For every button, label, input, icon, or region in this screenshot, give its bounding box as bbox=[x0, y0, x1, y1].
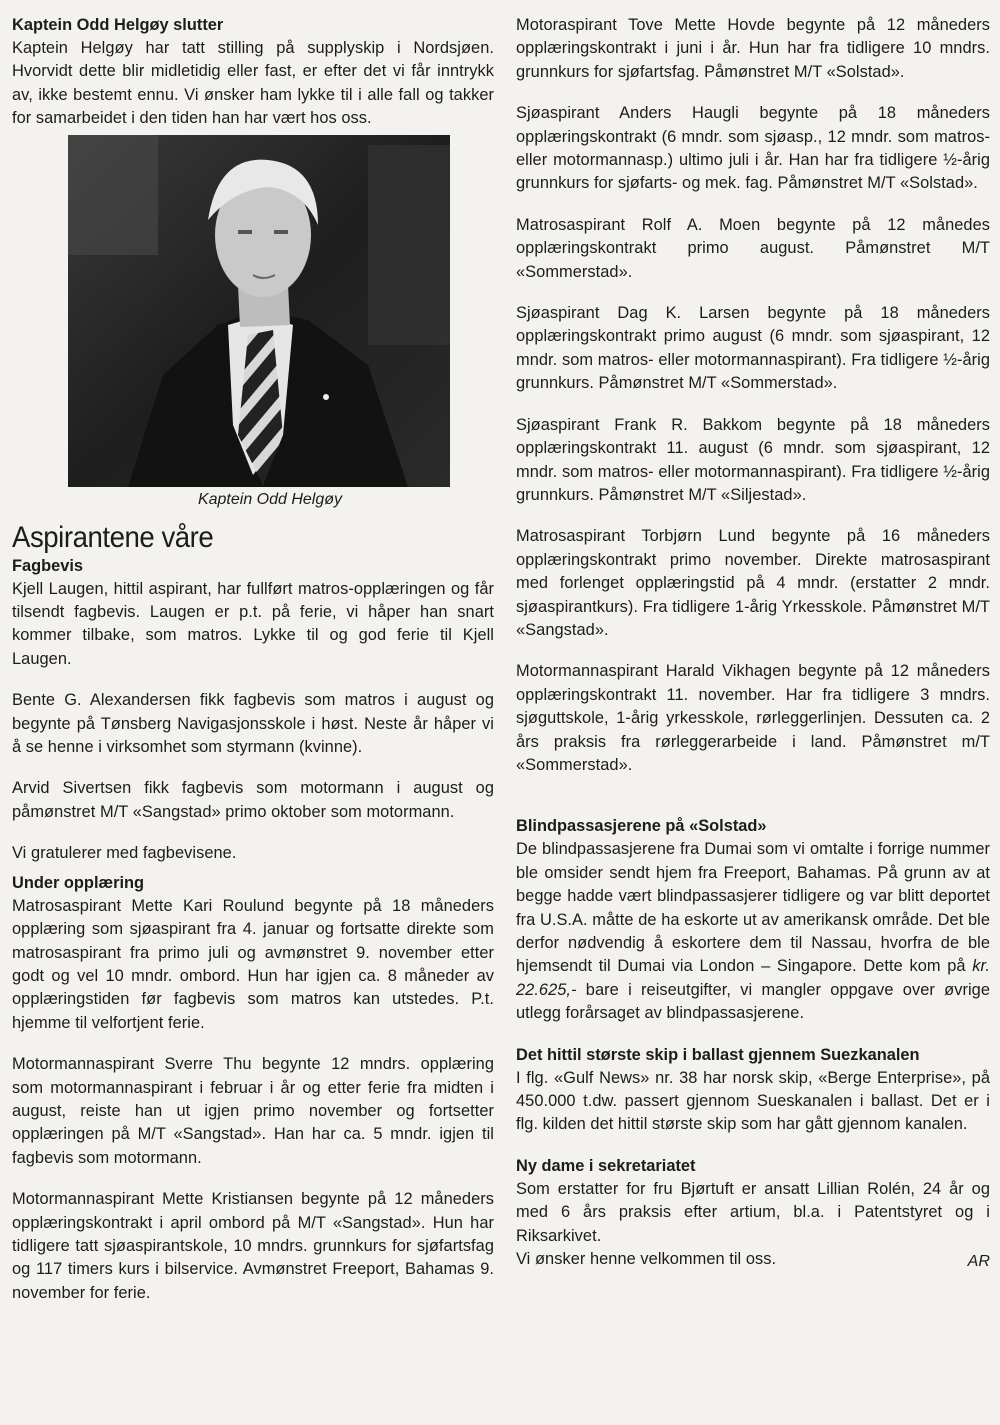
right-paragraph-1: Motoraspirant Tove Mette Hovde begynte på 12 måneders opplæringskontrakt i juni i år. Hun har fra tidligere 10 mndrs. grunnkurs for sjøfartsfag. Påmønstret M/T «Solstad». bbox=[516, 16, 990, 81]
dame-closing bbox=[516, 1248, 990, 1271]
photo-caption: Kaptein Odd Helgøy bbox=[197, 490, 343, 508]
blind-text-a: De blindpassasjerene fra Dumai som vi omtalte i forrige nummer ble omsider sendt hjem fra Freeport, Bahamas. På grunn av at begge hadde vært blindpassasjerer tidligere og var blitt deportet fra U.S.A. måtte de ha eskorte ut av amerikansk område. Det ble derfor nødvendig å eskortere dem til Nassau, hvorfra de ble hjemsendt til Dumai via London – Singapore. Dette kom på bbox=[516, 840, 990, 976]
fagbevis-paragraph-4: Vi gratulerer med fagbevisene. bbox=[12, 844, 237, 863]
blind-text-b: bare i reiseutgifter, vi mangler oppgave over øvrige utlegg forårsaget av blindpassasjerene. bbox=[516, 980, 990, 1023]
opplaering-heading: Under opplæring bbox=[12, 873, 145, 892]
opplaering-paragraph-3: Motormannaspirant Mette Kristiansen begynte på 12 måneders opplæringskontrakt i april ombord på M/T «Sangstad». Hun har tidligere tatt sjøaspirantskole, 10 mndrs. grunnkurs for sjøfartsfag og 117 timers kurs i bilservice. Avmønstret Freeport, Bahamas 9. november for ferie. bbox=[12, 1190, 494, 1302]
dame-heading: Ny dame i sekretariatet bbox=[516, 1156, 696, 1175]
blind-amount: kr. 22.625,- bbox=[516, 957, 990, 999]
right-paragraph-5: Sjøaspirant Frank R. Bakkom begynte på 18 måneders opplæringskontrakt 11. august (6 mndr. som sjøaspirant, 12 mndr. som matros- eller motormannaspirant). Fra tidligere ½-årig grunnkurs. Påmønstret M/T «Siljestad». bbox=[516, 415, 990, 504]
right-paragraph-7: Motormannaspirant Harald Vikhagen begynte på 12 måneders opplæringskontrakt 11. november. Har fra tidligere 3 mndrs. sjøguttskole, 1-årig yrkesskole, rørleggerlinjen. Dessuten ca. 2 års praksis fra rørleggerarbeide i land. Påmønstret m/T «Sommerstad». bbox=[516, 662, 990, 774]
dame-closing-text: Vi ønsker henne velkommen til oss. bbox=[516, 1250, 777, 1269]
right-paragraph-4: Sjøaspirant Dag K. Larsen begynte på 18 måneders opplæringskontrakt primo august (6 mndr. som sjøaspirant, 12 mndr. som matros- eller motormannaspirant). Fra tidligere ½-årig grunnkurs. Påmønstret M/T «Sommerstad». bbox=[516, 304, 990, 393]
right-paragraph-6: Matrosaspirant Torbjørn Lund begynte på 16 måneders opplæringskontrakt primo november. Direkte matrosaspirant med forlenget opplæringstid på 4 mndr. (erstatter 2 mndr. sjøaspirantkurs). Fra tidligere 1-årig Yrkesskole. Påmønstret M/T «Sangstad». bbox=[516, 527, 990, 639]
right-paragraph-2: Sjøaspirant Anders Haugli begynte på 18 måneders opplæringskontrakt (6 mndr. som sjøasp., 12 mndr. som matros- eller motormannasp.) ultimo juli i år. Han har fra tidligere ½-årig grunnkurs for sjøfarts- og mek. fag. Påmønstret M/T «Solstad». bbox=[516, 104, 990, 193]
section-title: Aspirantene våre bbox=[12, 520, 214, 554]
fagbevis-paragraph-1: Kjell Laugen, hittil aspirant, har fullført matros-opplæringen og får tilsendt fagbevis. Laugen er p.t. på ferie, vi håper han snart kommer tilbake, som matros. Lykke til og god ferie til Kjell Laugen. bbox=[12, 579, 494, 668]
suez-heading: Det hittil største skip i ballast gjennem Suezkanalen bbox=[516, 1045, 920, 1064]
blind-paragraph bbox=[516, 838, 990, 1025]
right-column bbox=[516, 14, 990, 1271]
captain-portrait-photo bbox=[68, 135, 450, 487]
suez-paragraph: I flg. «Gulf News» nr. 38 har norsk skip, «Berge Enterprise», på 450.000 t.dw. passert gjennom Sueskanalen i ballast. Det er i flg. kilden det hittil største skip som har gått gjennom kanalen. bbox=[516, 1068, 990, 1134]
right-paragraph-3: Matrosaspirant Rolf A. Moen begynte på 12 månedes opplæringskontrakt primo august. Påmønstret M/T «Sommerstad». bbox=[516, 215, 990, 281]
opplaering-paragraph-1: Matrosaspirant Mette Kari Roulund begynte på 18 måneders opplæring som sjøaspirant fra 4. januar og fortsatte direkte som matrosaspirant fra primo juli og avmønstret 9. november etter godt og vel 10 mndr. ombord. Hun har igjen ca. 8 måneder av opplæringstiden før fagbevis som matros kan utstedes. P.t. hjemme til velfortjent ferie. bbox=[12, 896, 494, 1032]
fagbevis-heading: Fagbevis bbox=[12, 556, 84, 575]
signature: AR bbox=[967, 1253, 990, 1271]
left-column bbox=[12, 14, 494, 1305]
blind-heading: Blindpassasjerene på «Solstad» bbox=[516, 817, 767, 836]
portrait-image bbox=[68, 135, 450, 487]
dame-paragraph: Som erstatter for fru Bjørtuft er ansatt Lillian Rolén, 24 år og med 6 års praksis efter artium, bl.a. i Patentstyret og i Riksarkivet. bbox=[516, 1179, 990, 1245]
helgoy-paragraph: Kaptein Helgøy har tatt stilling på supplyskip i Nordsjøen. Hvorvidt dette blir midletidig eller fast, er efter det vi får inntrykk av, ikke bestemt ennu. Vi ønsker ham lykke til i alle fall og takker for samarbeidet i den tiden han har vært hos oss. bbox=[12, 39, 494, 128]
fagbevis-paragraph-2: Bente G. Alexandersen fikk fagbevis som matros i august og begynte på Tønsberg Navigasjonsskole i høst. Neste år håper vi å se henne i virksomhet som styrmann (kvinne). bbox=[12, 691, 494, 757]
fagbevis-paragraph-3: Arvid Sivertsen fikk fagbevis som motormann i august og påmønstret M/T «Sangstad» primo oktober som motormann. bbox=[12, 779, 494, 821]
helgoy-heading: Kaptein Odd Helgøy slutter bbox=[12, 16, 224, 34]
opplaering-paragraph-2: Motormannaspirant Sverre Thu begynte 12 mndrs. opplæring som motormannaspirant i februar i år og etter ferie fra midten i august, reiste han ut igjen primo november og fortsetter opplæringen på M/T «Sangstad». Han har ca. 5 mndr. igjen til fagbevis som motormann. bbox=[12, 1055, 494, 1167]
